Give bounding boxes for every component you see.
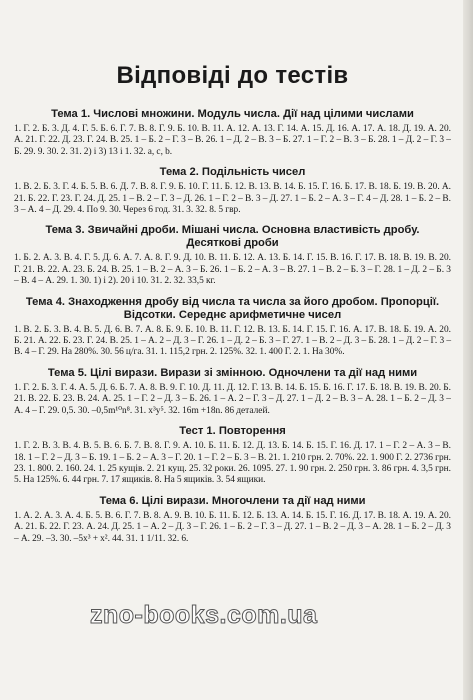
section-heading: Тема 5. Цілі вирази. Вирази зі змінною. Одночлени та дії над ними (47, 366, 418, 379)
section-answers: 1. Г. 2. Б. 3. Г. 4. А. 5. Д. 6. Б. 7. А. 8. В. 9. Г. 10. Д. 11. Д. 12. Г. 13. В. 14. Б. 15. Б. 16. Г. 17. Б. 18. В. 19. В. 20. Б. 21. В. 22. Б. 23. В. 24. А. 25. 1 – Г. 2 – Д. 3 – Б. 26. 1 – А. 2 – Г. 3 – Д. 27. 1 – Д. 2 – В. 3 – А. 28. 1 – Б. 2 – Д. 3 – А. 4 – Г. 29. 0,5. 30. –0,5m¹⁰n⁸. 31. x³y⁵. 32. 16m +18n. 86 деталей. (14, 382, 451, 416)
section-topic-5 (14, 367, 451, 417)
section-topic-2 (14, 166, 451, 216)
section-heading: Тема 6. Цілі вирази. Многочлени та дії над ними (99, 494, 366, 507)
watermark-text: zno-books.com.ua (90, 601, 318, 629)
page-edge-shadow (463, 0, 473, 700)
section-answers: 1. В. 2. Б. 3. Г. 4. Б. 5. В. 6. Д. 7. В. 8. Г. 9. Б. 10. Г. 11. Б. 12. В. 13. В. 14. Б. 15. Г. 16. Б. 17. В. 18. Б. 19. В. 20. А. 21. Б. 22. Г. 23. Г. 24. Д. 25. 1 – В. 2 – Г. 3 – Д. 26. 1 – Г. 2 – В. 3 – Д. 27. 1 – Б. 2 – А. 3 – Г. 4 – Д. 28. 1 – Б. 2 – В. 3 – А. 4 – Д. 29. 4. По 9. 30. Через 6 год. 31. 3. 32. 8. 5 гвр. (14, 182, 451, 216)
section-answers: 1. Г. 2. Б. 3. Д. 4. Г. 5. Б. 6. Г. 7. В. 8. Г. 9. Б. 10. В. 11. А. 12. А. 13. Г. 14. А. 15. Д. 16. А. 17. А. 18. Д. 19. А. 20. А. 21. Г. 22. Д. 23. Г. 24. В. 25. 1 – Б. 2 – Г. 3 – В. 26. 1 – Д. 2 – В. 3 – Б. 27. 1 – Г. 2 – В. 3 – Б. 28. 1 – Д. 2 – Г. 3 – Б. 29. 9. 30. 2. 31. 2) і 3) 13 і 1. 32. а, с, b. (14, 124, 451, 157)
section-heading (14, 224, 451, 250)
section-topic-3 (14, 224, 451, 287)
section-answers: 1. Г. 2. В. 3. В. 4. В. 5. В. 6. Б. 7. В. 8. Г. 9. А. 10. Б. 11. Б. 12. Д. 13. Б. 14. Б. 15. Г. 16. Д. 17. 1 – Г. 2 – А. 3 – В. 18. 1 – Г. 2 – Д. 3 – Б. 19. 1 – Б. 2 – А. 3 – Г. 20. 1 – Г. 2 – Б. 3 – В. 21. 1. 210 грн. 2. 70%. 22. 1. 900 Г. 2. 2736 грн. 23. 1. 800. 2. 160. 24. 1. 25 кущів. 2. 21 кущ. 25. 32 роки. 26. 1095. 27. 1. 90 грн. 2. 250 грн. 3. 86 грн. 4. 3,5 грн. 5. На 125%. 6. 44 грн. 7. 17 ящиків. 8. На 5 ящиків. 3. 54 ящики. (14, 441, 451, 486)
section-answers: 1. Б. 2. А. 3. В. 4. Г. 5. Д. 6. А. 7. А. 8. Г. 9. Д. 10. В. 11. Б. 12. А. 13. Б. 14. Г. 15. В. 16. Г. 17. В. 18. В. 19. В. 20. Г. 21. В. 22. А. 23. Б. 24. В. 25. 1 – В. 2 – А. 3 – Б. 26. 1 – Б. 2 – А. 3 – В. 27. 1 – В. 2 – Б. 3 – Г. 28. 1 – Д. 2 – Б. 3 – В. 4 – А. 29. 1. 30. 1) і 2). 20 і 10. 31. 2. 32. 33,5 кг. (14, 253, 451, 287)
section-answers: 1. А. 2. А. 3. А. 4. Б. 5. В. 6. Г. 7. В. 8. А. 9. В. 10. Б. 11. Б. 12. Б. 13. А. 14. Б. 15. Г. 16. Д. 17. В. 18. А. 19. А. 20. А. 21. Б. 22. Г. 23. А. 24. Д. 25. 1 – А. 2 – Д. 3 – Г. 26. 1 – Б. 2 – Г. 3 – Д. 27. 1 – В. 2 – Д. 3 – А. 28. 1 – Б. 2 – Д. 3 – А. 29. –3. 30. –5x³ + x². 44. 31. 1 1/11. 32. 6. (14, 510, 451, 544)
page-title: Відповіді до тестів (116, 62, 349, 89)
section-heading: Тема 2. Подільність чисел (159, 166, 306, 179)
section-topic-1 (14, 108, 451, 158)
section-topic-4 (14, 296, 451, 359)
section-heading-main: Тема 3. Звичайні дроби. Мішані числа. Основна властивість дробу. (45, 224, 420, 237)
section-heading: Тема 1. Числові множини. Модуль числа. Дії над цілими числами (51, 108, 414, 120)
section-test-1 (14, 425, 451, 487)
section-heading-sub: Десяткові дроби (186, 237, 279, 250)
section-heading (14, 296, 451, 322)
section-heading-main: Тема 4. Знаходження дробу від числа та числа за його дробом. Пропорції. (25, 295, 440, 308)
section-heading-sub: Відсотки. Середнє арифметичне чисел (123, 308, 342, 321)
section-heading: Тест 1. Повторення (179, 425, 286, 438)
section-answers: 1. В. 2. Б. 3. В. 4. В. 5. Д. 6. В. 7. А. 8. Б. 9. Б. 10. В. 11. Г. 12. В. 13. Б. 14. Г. 15. Г. 16. А. 17. В. 18. Б. 19. А. 20. Б. 21. А. 22. Б. 23. Г. 24. В. 25. 1 – А. 2 – Д. 3 – Г. 26. 1 – Д. 2 – Б. 3 – Г. 27. 1 – В. 2 – Д. 3 – Б. 28. 1 – Д. 2 – Г. 3 – В. 4 – Г. 29. На 280%. 30. 56 ц/га. 31. 1. 115,2 грн. 2. 125%. 32. 1. 400 Г. 2. 1. На 30%. (14, 324, 451, 358)
section-topic-6 (14, 495, 451, 545)
